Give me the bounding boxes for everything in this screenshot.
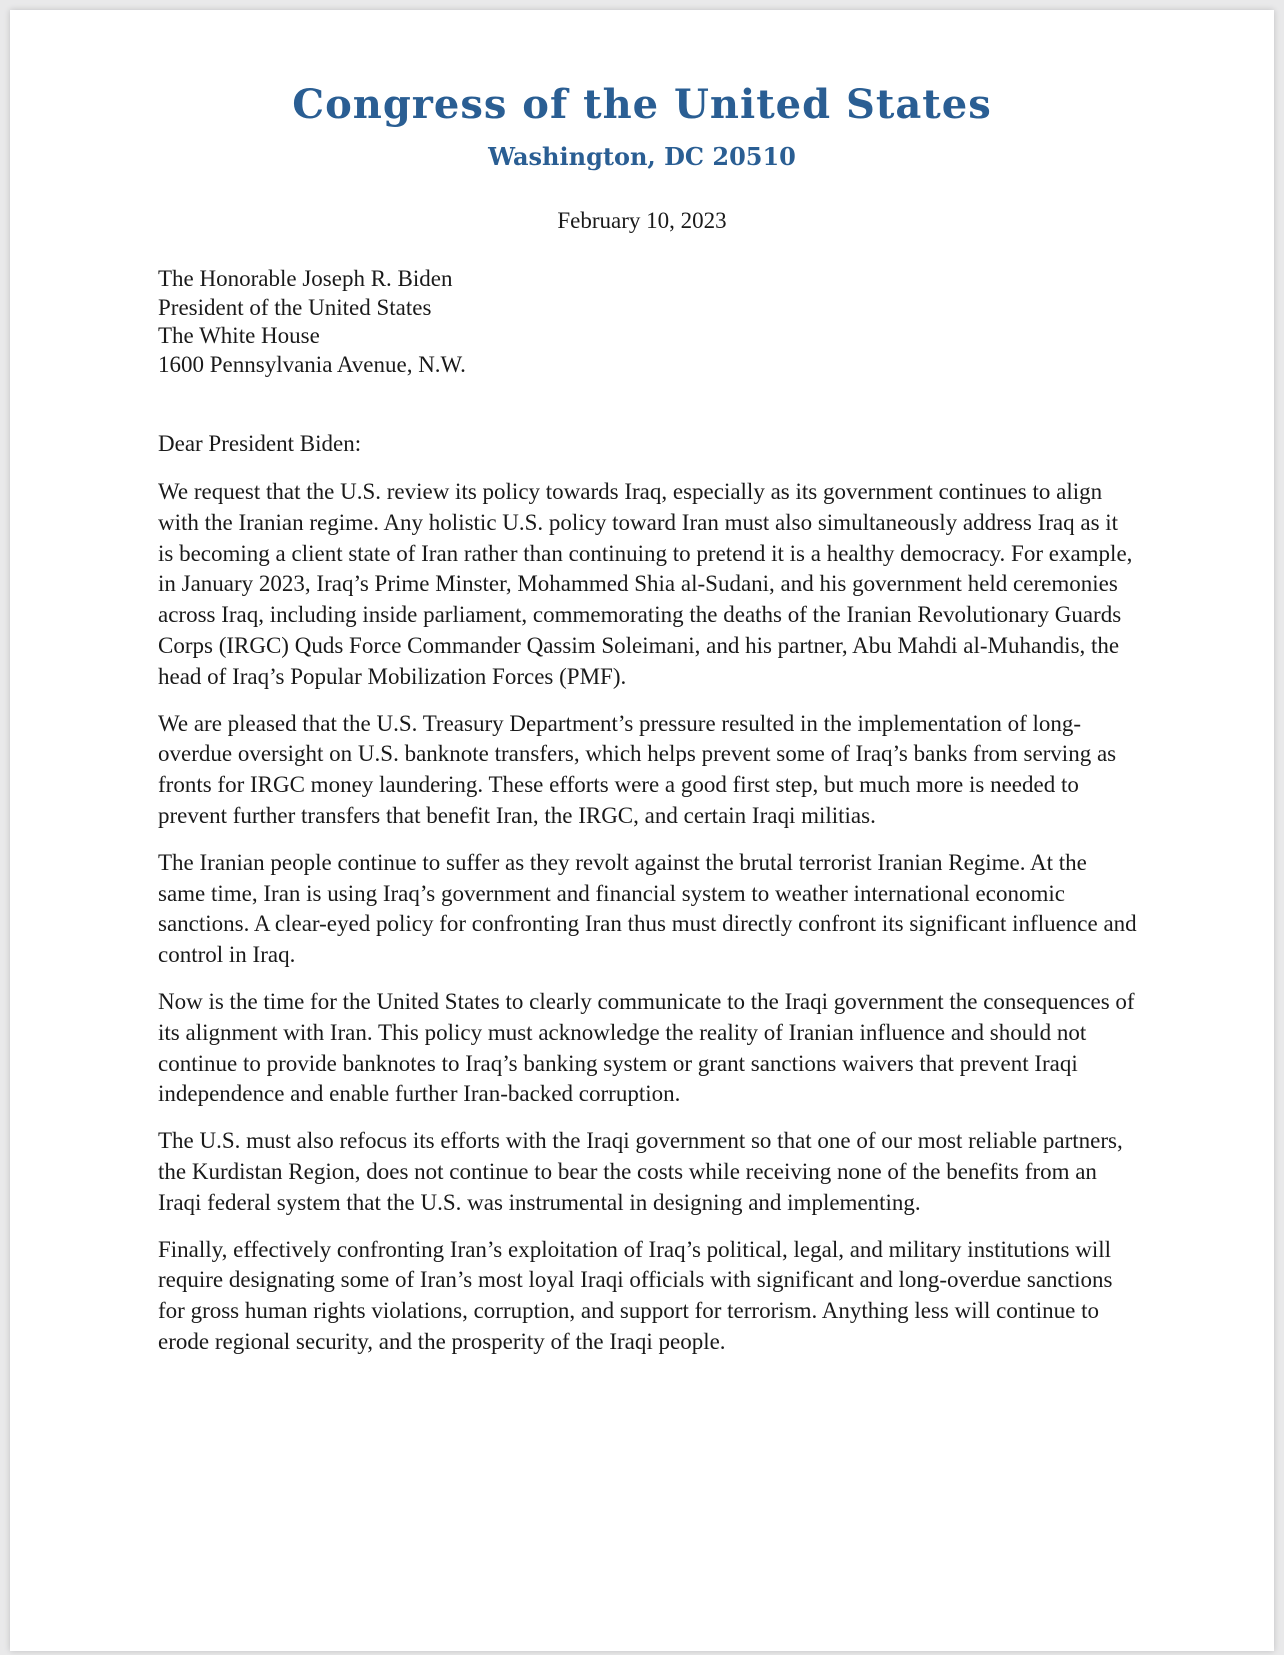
letter-body bbox=[158, 265, 1138, 1358]
paragraph-4: Now is the time for the United States to clearly communicate to the Iraqi government the consequences of its alignment with Iran. This policy must acknowledge the reality of Iranian influence and should not continue to provide banknotes to Iraq’s banking system or grant sanctions waivers that prevent Iraqi independence and enable further Iran-backed corruption. bbox=[158, 988, 1135, 1107]
letterhead bbox=[0, 75, 1284, 177]
recipient-office: The White House bbox=[158, 323, 320, 348]
recipient-name: The Honorable Joseph R. Biden bbox=[158, 266, 453, 291]
paragraph-3: The Iranian people continue to suffer as they revolt against the brutal terrorist Iranian Regime. At the same time, Iran is using Iraq’s government and financial system to weather international economic sanctions. A clear-eyed policy for confronting Iran thus must directly confront its significant influence and control in Iraq. bbox=[158, 849, 1137, 968]
letterhead-title: Congress of the United States bbox=[292, 81, 992, 128]
paragraph-2: We are pleased that the U.S. Treasury Department’s pressure resulted in the implementation of long-overdue oversight on U.S. banknote transfers, which helps prevent some of Iraq’s banks from serving as fronts for IRGC money laundering. These efforts were a good first step, but much more is needed to prevent further transfers that benefit Iran, the IRGC, and certain Iraqi militias. bbox=[158, 710, 1117, 828]
letter-date: February 10, 2023 bbox=[557, 208, 727, 233]
paragraph-5: The U.S. must also refocus its efforts with the Iraqi government so that one of our most reliable partners, the Kurdistan Region, does not continue to bear the costs while receiving none of the benefits from an Iraqi federal system that the U.S. was instrumental in designing and implementing. bbox=[158, 1128, 1123, 1215]
salutation: Dear President Biden: bbox=[158, 431, 362, 456]
paragraph-6: Finally, effectively confronting Iran’s exploitation of Iraq’s political, legal, and military institutions will require designating some of Iran’s most loyal Iraqi officials with significant and long-overdue sanctions for gross human rights violations, corruption, and support for terrorism. Anything less will continue to erode regional security, and the prosperity of the Iraqi people. bbox=[158, 1236, 1113, 1354]
paragraph-1: We request that the U.S. review its policy towards Iraq, especially as its government continues to align with the Iranian regime. Any holistic U.S. policy toward Iran must also simultaneously address Iraq as it is becoming a client state of Iran rather than continuing to pretend it is a healthy democracy. For example, in January 2023, Iraq’s Prime Minster, Mohammed Shia al-Sudani, and his government held ceremonies across Iraq, including inside parliament, commemorating the deaths of the Iranian Revolutionary Guards Corps (IRGC) Quds Force Commander Qassim Soleimani, and his partner, Abu Mahdi al-Muhandis, the head of Iraq’s Popular Mobilization Forces (PMF). bbox=[158, 479, 1133, 689]
recipient-address-block bbox=[158, 265, 1138, 379]
letterhead-address: Washington, DC 20510 bbox=[488, 142, 796, 171]
recipient-title: President of the United States bbox=[158, 294, 432, 320]
recipient-street: 1600 Pennsylvania Avenue, N.W. bbox=[158, 351, 466, 377]
